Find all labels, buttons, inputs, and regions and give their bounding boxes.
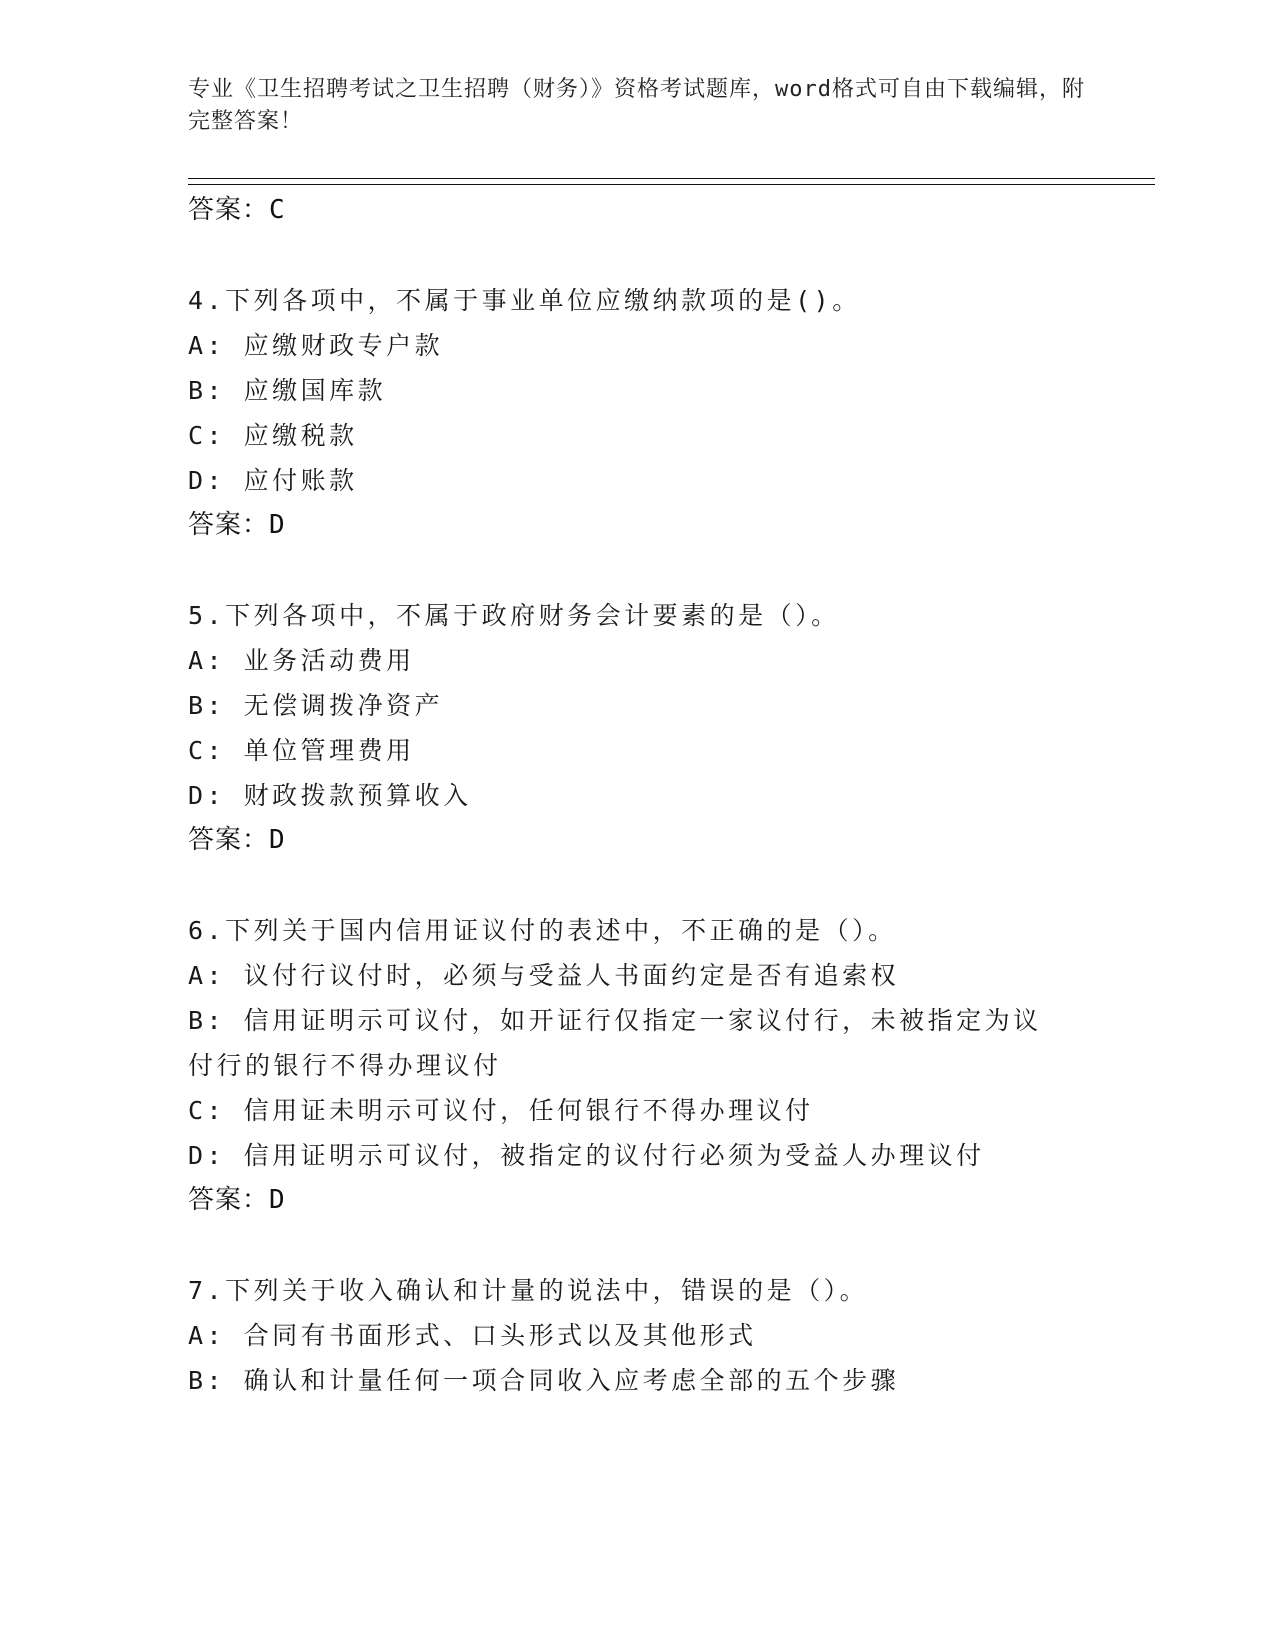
question-stem: 7.下列关于收入确认和计量的说法中，错误的是（）。 — [188, 1276, 869, 1305]
document-body — [188, 188, 1088, 1403]
header-rule — [188, 178, 1155, 185]
question-stem: 6.下列关于国内信用证议付的表述中，不正确的是（）。 — [188, 916, 897, 945]
question-7 — [188, 1268, 1088, 1403]
option-c: C: 应缴税款 — [188, 421, 358, 450]
option-a: A: 应缴财政专户款 — [188, 331, 444, 360]
option-c: C: 单位管理费用 — [188, 736, 415, 765]
option-a: A: 议付行议付时，必须与受益人书面约定是否有追索权 — [188, 961, 900, 990]
answer-line: 答案：D — [188, 1185, 286, 1215]
question-5 — [188, 593, 1088, 863]
option-b: B: 无偿调拨净资产 — [188, 691, 444, 720]
option-d: D: 信用证明示可议付，被指定的议付行必须为受益人办理议付 — [188, 1141, 985, 1170]
answer-line: 答案：D — [188, 825, 286, 855]
document-header — [188, 74, 1088, 138]
question-4 — [188, 278, 1088, 548]
header-text: 专业《卫生招聘考试之卫生招聘（财务）》资格考试题库，word格式可自由下载编辑，附完整答案！ — [188, 77, 1085, 134]
answer-line: 答案：D — [188, 510, 286, 540]
question-stem: 4.下列各项中，不属于事业单位应缴纳款项的是()。 — [188, 286, 861, 315]
option-d: D: 财政拨款预算收入 — [188, 781, 472, 810]
question-6 — [188, 908, 1088, 1223]
option-b: B: 确认和计量任何一项合同收入应考虑全部的五个步骤 — [188, 1366, 900, 1395]
answer-line: 答案：C — [188, 195, 286, 225]
option-a: A: 合同有书面形式、口头形式以及其他形式 — [188, 1321, 757, 1350]
option-b: B: 应缴国库款 — [188, 376, 387, 405]
option-b: B: 信用证明示可议付，如开证行仅指定一家议付行，未被指定为议付行的银行不得办理议付 — [188, 1006, 1042, 1080]
option-c: C: 信用证未明示可议付，任何银行不得办理议付 — [188, 1096, 814, 1125]
option-d: D: 应付账款 — [188, 466, 358, 495]
option-a: A: 业务活动费用 — [188, 646, 415, 675]
question-stem: 5.下列各项中，不属于政府财务会计要素的是（）。 — [188, 601, 840, 630]
